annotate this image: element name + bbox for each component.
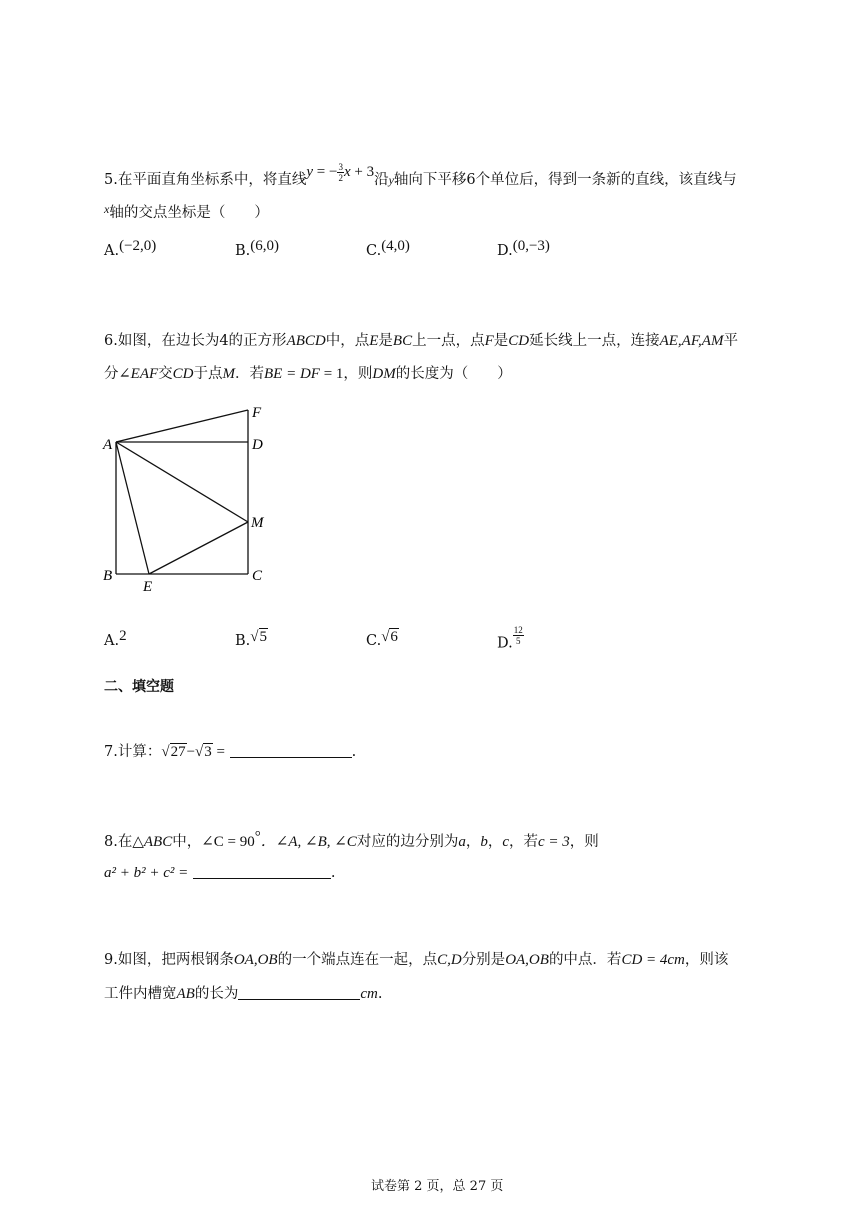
page-footer: 试卷第 2 页，总 27 页	[371, 1179, 504, 1194]
label-m: M	[251, 515, 264, 531]
q6-line2: 分∠EAF交CD于点M．若BE = DF = 1，则DM的长度为（ ）	[104, 366, 512, 382]
q8-line1: 8.在△ABC中，∠C = 90°．∠A, ∠B, ∠C对应的边分别为a，b，c，若c = 3，则	[104, 829, 599, 850]
q5-option-a: A.(−2,0)	[104, 238, 157, 259]
q5-option-b: B.(6,0)	[235, 238, 280, 259]
segment-af	[116, 410, 248, 442]
section-title: 二、填空题	[104, 679, 174, 695]
q5-fraction: $\frac{3}{2}$	[338, 161, 343, 183]
q6-option-a: A.2	[104, 628, 127, 649]
q6-option-d-fraction: $\frac{12}{5}$	[513, 625, 523, 646]
q6-figure	[95, 400, 280, 600]
q6-option-d: D. $\frac{12}{5}$	[497, 625, 523, 652]
label-e: E	[143, 579, 153, 595]
segment-em	[149, 522, 248, 574]
q9-line1: 9.如图，把两根钢条OA,OB的一个端点连在一起，点C,D分别是OA,OB的中点．若CD = 4cm，则该	[104, 952, 729, 968]
segment-am	[116, 442, 248, 522]
q5-eq-y: y	[306, 164, 314, 180]
q8-answer-blank[interactable]	[193, 864, 331, 879]
segment-ae	[116, 442, 149, 574]
q6-option-c: C.√6	[366, 629, 398, 649]
label-a: A	[103, 437, 113, 453]
q5-line1: 5.在平面直角坐标系中，将直线y = − $\frac{3}{2}$ x + 3沿y轴向下平移6个单位后，得到一条新的直线，该直线与	[104, 161, 737, 188]
q8-line2: a² + b² + c² = .	[104, 865, 336, 881]
q5-line2: $^x$轴的交点坐标是（ ）	[104, 202, 269, 221]
q7-answer-blank[interactable]	[230, 743, 352, 758]
label-b: B	[103, 568, 113, 584]
label-f: F	[252, 405, 262, 421]
q9-answer-blank[interactable]	[238, 985, 360, 1000]
label-c: C	[252, 568, 263, 584]
q5-option-d: D.(0,−3)	[497, 238, 550, 259]
q7-line: 7.计算：√27−√3 = .	[104, 744, 357, 760]
q6-option-b: B.√5	[235, 629, 267, 649]
label-d: D	[252, 437, 263, 453]
q5-option-c: C.(4,0)	[366, 238, 410, 259]
q9-line2: 工件内槽宽AB的长为 cm.	[104, 986, 383, 1002]
q6-line1: 6.如图，在边长为4的正方形ABCD中，点E是BC上一点，点F是CD延长线上一点，连接AE,AF,AM平	[104, 333, 738, 349]
